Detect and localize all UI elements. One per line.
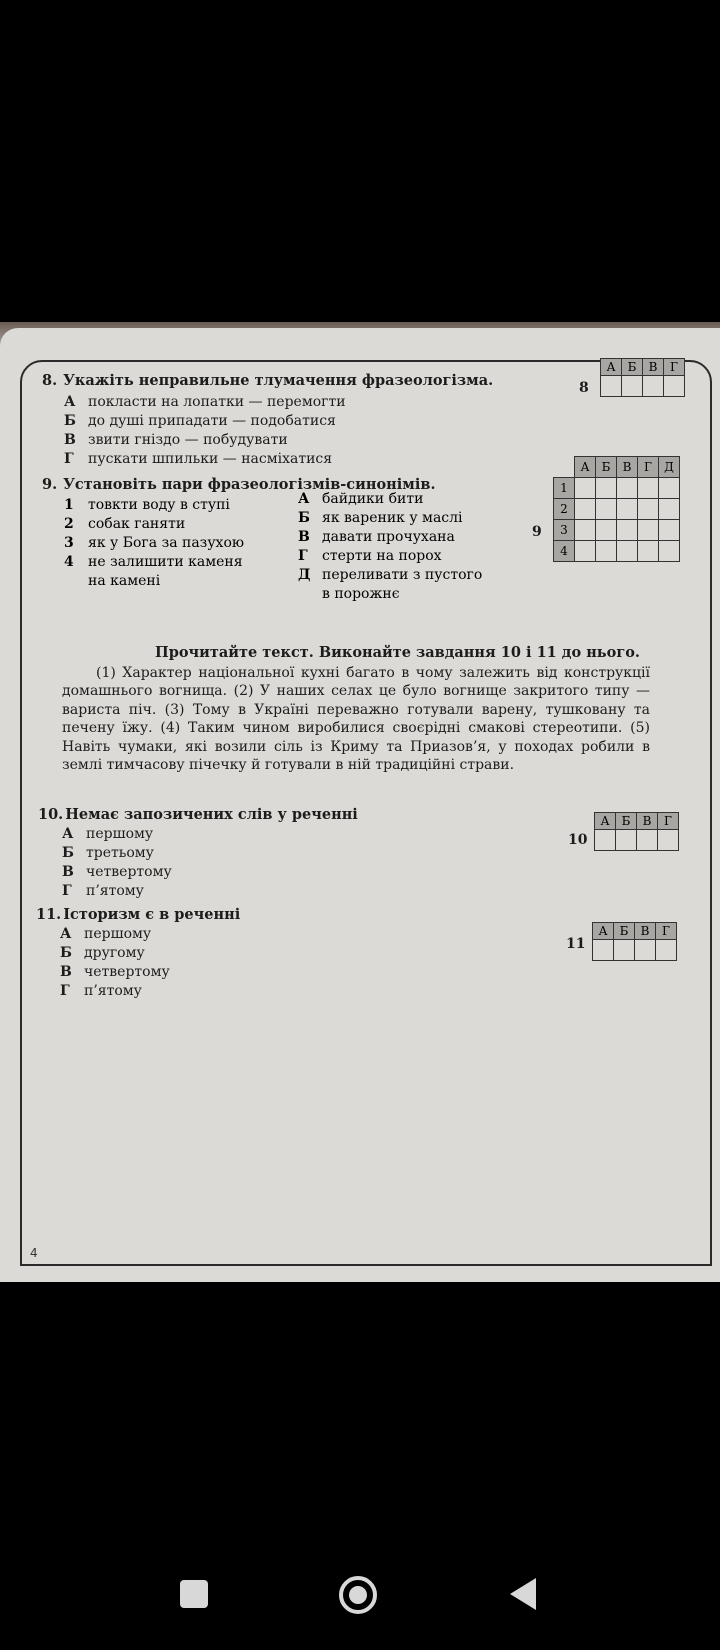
task-9-answer-grid[interactable] xyxy=(553,456,680,562)
list-item: 3 як у Бога за пазухою xyxy=(64,535,245,551)
answer-cell[interactable] xyxy=(617,477,638,498)
task-11-number: 11. xyxy=(36,906,62,923)
grid-row-label: 3 xyxy=(554,519,575,540)
grid-header: Б xyxy=(614,923,635,940)
task-8-title: Укажіть неправильне тлумачення фразеологізма. xyxy=(63,372,494,389)
task-11-answer-grid[interactable] xyxy=(592,922,677,961)
home-circle-icon[interactable] xyxy=(339,1576,377,1614)
answer-cell[interactable] xyxy=(638,498,659,519)
grid-header: А xyxy=(595,813,616,830)
option: А першому xyxy=(62,826,154,842)
grid-row-label: 1 xyxy=(554,477,575,498)
grid-header: Г xyxy=(658,813,679,830)
task-10 xyxy=(38,806,358,901)
passage-paragraph: (1) Характер національної кухні багато в чому залежить від конструкції домашнього вогнища. (2) У наших селах це було вогнище закритого типу — вариста піч. (3) Тому в Україні переважно готували варену, тушковану та печену їжу. (4) Таким чином виробилися своєрідні смакові стереотипи. (5) Навіть чумаки, які возили сіль із Криму та Приазов’я, у походах робили в землі тимчасову пічечку й готували в ній традиційні страви. xyxy=(62,665,650,774)
grid-header: А xyxy=(593,923,614,940)
task-9-grid-label: 9 xyxy=(532,524,542,540)
task-11-title: Історизм є в реченні xyxy=(63,906,241,923)
task-10-title: Немає запозичених слів у реченні xyxy=(65,806,358,823)
answer-cell[interactable] xyxy=(596,519,617,540)
task-11-grid-label: 11 xyxy=(566,936,586,952)
answer-cell[interactable] xyxy=(659,540,680,561)
back-triangle-icon[interactable] xyxy=(510,1578,536,1610)
answer-cell[interactable] xyxy=(596,540,617,561)
answer-cell[interactable] xyxy=(638,519,659,540)
answer-cell[interactable] xyxy=(593,940,614,961)
answer-cell[interactable] xyxy=(596,477,617,498)
answer-cell[interactable] xyxy=(614,940,635,961)
answer-cell[interactable] xyxy=(659,477,680,498)
answer-cell[interactable] xyxy=(635,940,656,961)
grid-header: В xyxy=(635,923,656,940)
answer-cell[interactable] xyxy=(601,376,622,397)
answer-cell[interactable] xyxy=(595,830,616,851)
grid-header: В xyxy=(637,813,658,830)
answer-cell[interactable] xyxy=(617,540,638,561)
task-10-answer-grid[interactable] xyxy=(594,812,679,851)
list-item: на камені xyxy=(88,573,161,589)
task-8 xyxy=(42,372,493,469)
task-8-number: 8. xyxy=(42,372,58,389)
option: Б до душі припадати — подобатися xyxy=(64,413,336,429)
option: Г п’ятому xyxy=(60,983,142,999)
recents-square-icon[interactable] xyxy=(180,1580,208,1608)
grid-header: А xyxy=(575,457,596,478)
grid-header: А xyxy=(601,359,622,376)
grid-header: Б xyxy=(616,813,637,830)
grid-header: Д xyxy=(659,457,680,478)
task-8-answer-grid[interactable] xyxy=(600,358,685,397)
document-page xyxy=(0,328,720,1282)
list-item: Д переливати з пустого xyxy=(298,567,483,583)
answer-cell[interactable] xyxy=(616,830,637,851)
answer-cell[interactable] xyxy=(643,376,664,397)
page-number: 4 xyxy=(30,1246,38,1260)
answer-cell[interactable] xyxy=(622,376,643,397)
option: В звити гніздо — побудувати xyxy=(64,432,288,448)
answer-cell[interactable] xyxy=(659,498,680,519)
list-item: Г стерти на порох xyxy=(298,548,442,564)
grid-row-label: 4 xyxy=(554,540,575,561)
task-9-left-column xyxy=(64,496,244,591)
list-item: 2 собак ганяти xyxy=(64,516,186,532)
task-8-grid-label: 8 xyxy=(579,380,589,396)
grid-header: В xyxy=(617,457,638,478)
answer-cell[interactable] xyxy=(664,376,685,397)
option: Б другому xyxy=(60,945,145,961)
answer-cell[interactable] xyxy=(637,830,658,851)
task-9-right-column xyxy=(298,490,482,604)
task-10-number: 10. xyxy=(38,806,64,823)
answer-cell[interactable] xyxy=(596,498,617,519)
passage-text xyxy=(62,664,650,774)
option: В четвертому xyxy=(62,864,172,880)
grid-header: В xyxy=(643,359,664,376)
list-item: А байдики бити xyxy=(298,491,424,507)
option: Б третьому xyxy=(62,845,154,861)
grid-header: Б xyxy=(622,359,643,376)
grid-header: Г xyxy=(638,457,659,478)
option: Г п’ятому xyxy=(62,883,144,899)
option: А покласти на лопатки — перемогти xyxy=(64,394,346,410)
grid-header: Г xyxy=(664,359,685,376)
task-9-title: Установіть пари фразеологізмів-синонімів. xyxy=(63,476,436,493)
list-item: в порожнє xyxy=(322,586,400,602)
list-item: 1 товкти воду в ступі xyxy=(64,497,230,513)
answer-cell[interactable] xyxy=(638,477,659,498)
answer-cell[interactable] xyxy=(617,519,638,540)
answer-cell[interactable] xyxy=(575,477,596,498)
task-11 xyxy=(36,906,240,1001)
answer-cell[interactable] xyxy=(575,519,596,540)
list-item: Б як вареник у маслі xyxy=(298,510,463,526)
option: В четвертому xyxy=(60,964,170,980)
task-10-grid-label: 10 xyxy=(568,832,588,848)
answer-cell[interactable] xyxy=(659,519,680,540)
answer-cell[interactable] xyxy=(658,830,679,851)
answer-cell[interactable] xyxy=(617,498,638,519)
answer-cell[interactable] xyxy=(575,540,596,561)
answer-cell[interactable] xyxy=(656,940,677,961)
list-item: 4 не залишити каменя xyxy=(64,554,243,570)
task-9-number: 9. xyxy=(42,476,58,493)
answer-cell[interactable] xyxy=(638,540,659,561)
grid-header: Г xyxy=(656,923,677,940)
answer-cell[interactable] xyxy=(575,498,596,519)
grid-header: Б xyxy=(596,457,617,478)
option: А першому xyxy=(60,926,152,942)
list-item: В давати прочухана xyxy=(298,529,455,545)
navigation-bar xyxy=(0,1560,720,1650)
grid-row-label: 2 xyxy=(554,498,575,519)
passage-heading: Прочитайте текст. Виконайте завдання 10 і 11 до нього. xyxy=(155,644,640,661)
option: Г пускати шпильки — насміхатися xyxy=(64,451,333,467)
